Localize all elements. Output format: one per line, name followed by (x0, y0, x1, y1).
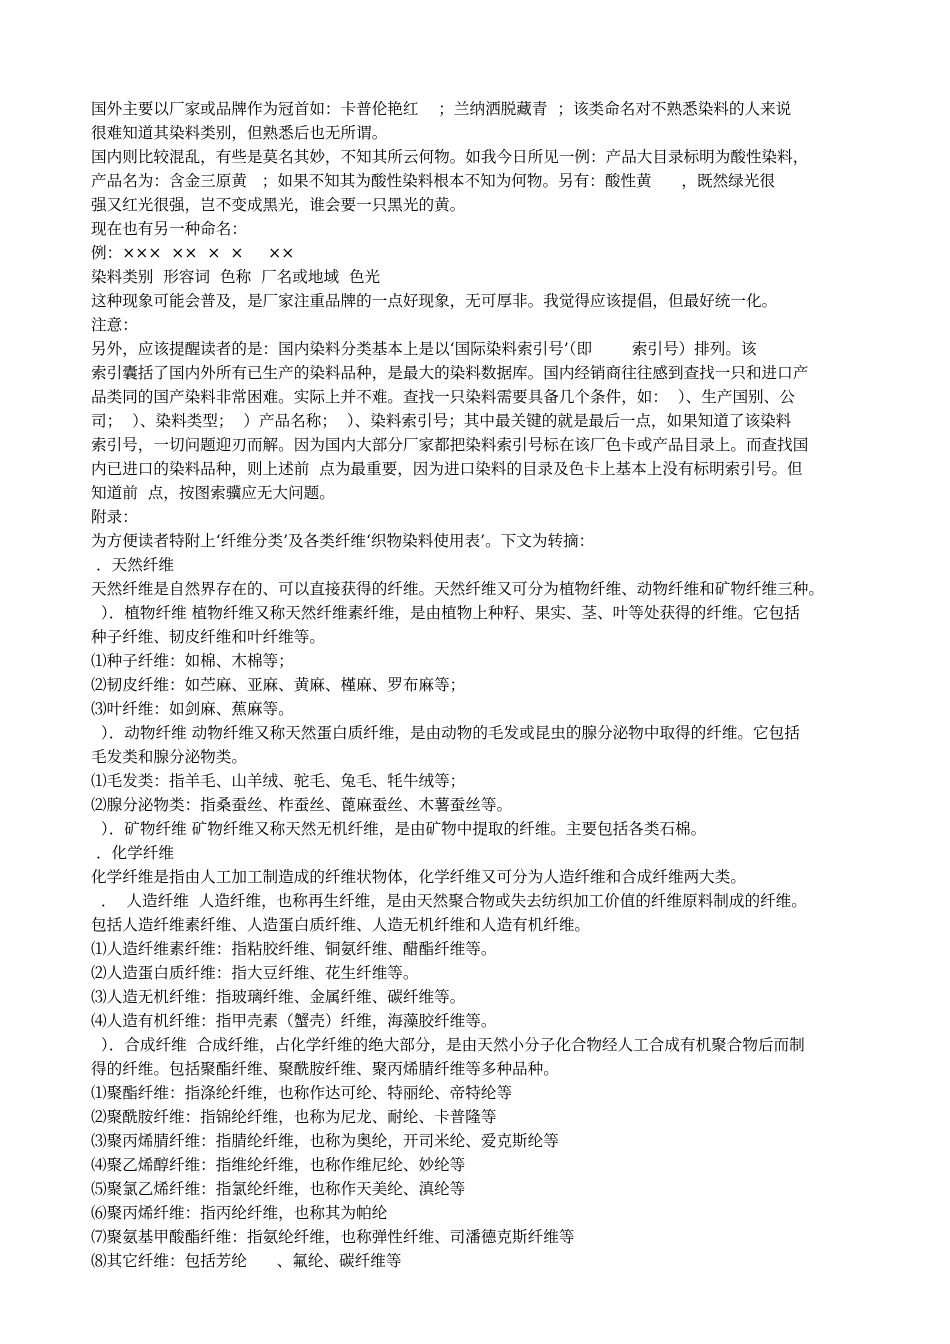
text-line: 现在也有另一种命名： (91, 220, 247, 238)
list-item: ⑴聚酯纤维：指涤纶纤维，也称作达可纶、特丽纶、帝特纶等 (91, 1084, 513, 1102)
text-line: 索引囊括了国内外所有已生产的染料品种，是最大的染料数据库。国内经销商往往感到查找一只和进口产 (91, 364, 809, 382)
document-body (91, 97, 861, 1273)
text-line: ）．植物纤维 植物纤维又称天然纤维素纤维，是由植物上种籽、果实、茎、叶等处获得的纤维。它包括 (91, 604, 800, 622)
list-item: ⑴人造纤维素纤维：指粘胶纤维、铜氨纤维、醋酯纤维等。 (91, 940, 497, 958)
list-item: ⑵韧皮纤维：如苎麻、亚麻、黄麻、槿麻、罗布麻等； (91, 676, 466, 694)
text-line: 得的纤维。包括聚酯纤维、聚酰胺纤维、聚丙烯腈纤维等多种品种。 (91, 1060, 559, 1078)
list-item: ⑵聚酰胺纤维：指锦纶纤维，也称为尼龙、耐纶、卡普隆等 (91, 1108, 497, 1126)
list-item: ⑶叶纤维：如剑麻、蕉麻等。 (91, 700, 294, 718)
list-item: ⑹聚丙烯纤维：指丙纶纤维，也称其为帕纶 (91, 1204, 388, 1222)
text-line: 知道前 点，按图索骥应无大问题。 (91, 484, 335, 502)
section-label: 注意： (91, 316, 138, 334)
list-item: ⑶聚丙烯腈纤维：指腈纶纤维，也称为奥纶，开司米纶、爱克斯纶等 (91, 1132, 559, 1150)
section-heading: ．化学纤维 (91, 844, 174, 862)
text-line: ）．合成纤维 合成纤维，占化学纤维的绝大部分，是由天然小分子化合物经人工合成有机聚合物后而制 (91, 1036, 805, 1054)
list-item: ⑴种子纤维：如棉、木棉等； (91, 652, 294, 670)
text-line: 很难知道其染料类别，但熟悉后也无所谓。 (91, 124, 388, 142)
list-item: ⑷聚乙烯醇纤维：指维纶纤维，也称作维尼纶、妙纶等 (91, 1156, 466, 1174)
text-line: 内已进口的染料品种，则上述前 点为最重要，因为进口染料的目录及色卡上基本上没有标明索引号。但 (91, 460, 803, 478)
text-line: ． 人造纤维 人造纤维，也称再生纤维，是由天然聚合物或失去纺织加工价值的纤维原料制成的纤维。 (91, 892, 807, 910)
text-line: 种子纤维、韧皮纤维和叶纤维等。 (91, 628, 325, 646)
text-line: 包括人造纤维素纤维、人造蛋白质纤维、人造无机纤维和人造有机纤维。 (91, 916, 591, 934)
text-line: 另外，应该提醒读者的是：国内染料分类基本上是以‘国际染料索引号’（即 索引号）排列。该 (91, 340, 757, 358)
text-line: 毛发类和腺分泌物类。 (91, 748, 247, 766)
section-heading: ．天然纤维 (91, 556, 174, 574)
text-line: 索引号，一切问题迎刃而解。因为国内大部分厂家都把染料索引号标在该厂色卡或产品目录上。而查找国 (91, 436, 809, 454)
list-item: ⑷人造有机纤维：指甲壳素（蟹壳）纤维，海藻胶纤维等。 (91, 1012, 497, 1030)
text-line: 品类同的国产染料非常困难。实际上并不难。查找一只染料需要具备几个条件，如： ）、生产国别、公 (91, 388, 795, 406)
text-line: 例：××× ×× × × ×× (91, 244, 295, 262)
list-item: ⑵腺分泌物类：指桑蚕丝、柞蚕丝、蓖麻蚕丝、木薯蚕丝等。 (91, 796, 513, 814)
list-item: ⑸聚氯乙烯纤维：指氯纶纤维，也称作天美纶、滇纶等 (91, 1180, 466, 1198)
text-line: 产品名为：含金三原黄 ；如果不知其为酸性染料根本不知为何物。另有：酸性黄 ，既然绿光很 (91, 172, 775, 190)
text-line: 这种现象可能会普及，是厂家注重品牌的一点好现象，无可厚非。我觉得应该提倡，但最好统一化。 (91, 292, 778, 310)
section-label: 附录： (91, 508, 138, 526)
text-line: 国外主要以厂家或品牌作为冠首如：卡普伦艳红 ；兰纳洒脱藏青 ；该类命名对不熟悉染料的人来说 (91, 100, 792, 118)
list-item: ⑶人造无机纤维：指玻璃纤维、金属纤维、碳纤维等。 (91, 988, 466, 1006)
text-line: ）．矿物纤维 矿物纤维又称天然无机纤维，是由矿物中提取的纤维。主要包括各类石棉。 (91, 820, 707, 838)
text-line: 化学纤维是指由人工加工制造成的纤维状物体，化学纤维又可分为人造纤维和合成纤维两大类。 (91, 868, 746, 886)
text-line: 染料类别 形容词 色称 厂名或地域 色光 (91, 268, 381, 286)
list-item: ⑺聚氨基甲酸酯纤维：指氨纶纤维，也称弹性纤维、司潘德克斯纤维等 (91, 1228, 575, 1246)
text-line: ）．动物纤维 动物纤维又称天然蛋白质纤维，是由动物的毛发或昆虫的腺分泌物中取得的纤维。它包括 (91, 724, 800, 742)
list-item: ⑵人造蛋白质纤维：指大豆纤维、花生纤维等。 (91, 964, 419, 982)
text-line: 司； ）、染料类型； ）产品名称； ）、染料索引号；其中最关键的就是最后一点，如果知道了该染料 (91, 412, 792, 430)
text-line: 强又红光很强，岂不变成黑光，谁会要一只黑光的黄。 (91, 196, 466, 214)
text-line: 天然纤维是自然界存在的、可以直接获得的纤维。天然纤维又可分为植物纤维、动物纤维和矿物纤维三种。 (91, 580, 824, 598)
list-item: ⑻其它纤维：包括芳纶 、氟纶、碳纤维等 (91, 1252, 402, 1270)
text-line: 为方便读者特附上‘纤维分类’及各类纤维‘织物染料使用表’。下文为转摘： (91, 532, 595, 550)
text-line: 国内则比较混乱，有些是莫名其妙，不知其所云何物。如我今日所见一例：产品大目录标明为酸性染料， (91, 148, 809, 166)
list-item: ⑴毛发类：指羊毛、山羊绒、驼毛、兔毛、牦牛绒等； (91, 772, 466, 790)
